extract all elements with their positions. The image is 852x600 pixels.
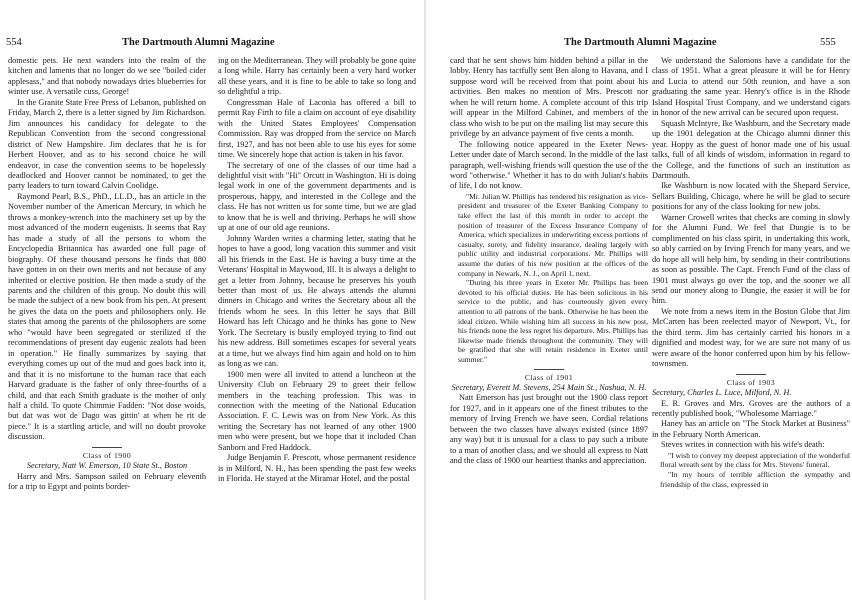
right-page [426,0,852,600]
paragraph: Warner Crowell writes that checks are coming in slowly for the Alumni Fund. We feel that Dungie is to be complimented on his class spirit, in undertaking this work, so ably carried on by Irving French for many years, and we do hope all will help him, by sending in their contributions as soon as possible. The Capt. French Fund of the class of 1901 must always go over the top, and the sooner we all send our money along to Dungie, the easier it will be for him. [652,212,850,306]
quoted-paragraph: "I wish to convey my deepest appreciation of the wonderful floral wreath sent by the class for Mrs. Stevens' funeral. [660,450,850,470]
paragraph: E. R. Groves and Mrs. Groves are the authors of a recently published book, "Wholesome Marriage." [652,398,850,418]
heading-rule [736,374,766,375]
quoted-paragraph: "In my hours of terrible affliction the sympathy and friendship of the class, expressed in [660,469,850,489]
paragraph: Squash McIntyre, Ike Washburn, and the Secretary made up the 1901 delegation at the Chicago alumni dinner this year. Hoppy as the guest of honor made one of his usual talks, full of all kinds of wisdom, information in regard to the College, and the functions of such an institution as Dartmouth. [652,118,850,180]
paragraph: Harry and Mrs. Sampson sailed on February eleventh for a trip to Egypt and points border- [8,471,206,492]
paragraph: Judge Benjamin F. Prescott, whose permanent residence is in Milford, N. H., has been spending the past few weeks in Florida. He stayed at the Miramar Hotel, and the postal [218,453,416,484]
heading-rule [92,447,122,448]
paragraph: card that he sent shows him hidden behind a pillar in the lobby. Henry has tactfully sent Ben along to Havana, and I suppose word will be received from that point about his activities. Ben makes no mention of Mrs. Prescott nor when he will return home. A complete account of this trip will appear in the Milford Cabinet, and members of the class who wish to be put on the mailing list may secure this privilege by an advance payment of five cents a month. [450,56,648,139]
paragraph: We understand the Salomons have a candidate for the class of 1951. What a great pleasure it will be for Henry and Lucia to attend our 50th reunion, and have a son graduating the same year. Henry's office is in the Rhode Island Hospital Trust Company, and we understand cigars in honor of the new arrival can be secured upon request. [652,56,850,118]
paragraph: ing on the Mediterranean. They will probably be gone quite a long while. Harry has certainly been a very hard worker all these years, and it is fine to be able to take so long and so delightful a trip. [218,56,416,97]
paragraph: Congressman Hale of Laconia has offered a bill to permit Ray Firth to file a claim on account of eye disability with the United States Employees' Compensation Commission. Ray was dropped from the service on March first, 1927, and has not been able to use his eyes for some time. We sincerely hope that action is taken in his favor. [218,97,416,160]
paragraph: Natt Emerson has just brought out the 1900 class report for 1927, and in it appears one of the finest tributes to the memory of Irving French we have seen. Cordial relations between the two classes have always existed (since 1897 any way) but it is unusual for a class to pay such a tribute to a man of another class, and we should all express to Natt and the class of 1900 our heartiest thanks and appreciation. [450,393,648,466]
quoted-paragraph: "Mr. Julian W. Phillips has tendered his resignation as vice-president and treasurer of the Exeter Banking Company to take effect the last of this month in order to accept the position of treasurer of the Excess Insurance Company of America, which specializes in underwriting excess portions of casualty, surety, and fidelity insurance, dealing largely with public utility and industrial corporations. Mr. Phillips will assume the duties of his new position at the offices of the company in Newark, N. J., on April 1, next. [458,191,648,278]
secretary-line: Secretary, Everett M. Stevens, 254 Main St., Nashua, N. H. [451,383,647,393]
paragraph: The following notice appeared in the Exeter News-Letter under date of March second. In the middle of the last paragraph, well-wishing friends will question the use of the word "otherwise." Whether it has to do with Julian's habits of life, I do not know. [450,139,648,191]
paragraph: Raymond Pearl, B.S., PhD., LL.D., has an article in the November number of the American Mercury, in which he throws a monkey-wrench into the machinery set up by the most advanced of the modern eugenists. It seems that Ray has made a study of all the persons to whom the Encyclopedia Britannica has awarded one full page of biography. Of these thousand persons he finds that 880 have gotten in on their own merits and not because of any inherited or elective position. He then made a study of the parents and the children of this group. No doubt this will be made the subject of a new book from his pen. At present he gives the data on the poets and philosophers only. He states that among the parents of the philosophers are some who "would have been segregated or sterilized if the recommendations of present day eugenic zealots had been in operation." He finally summarizes by saying that everything comes up out of the mud and goes back into it, and that it is no misfortune to the human race that each Harvard graduate is the father of only three-fourths of a child, and that each Smith graduate is the mother of only half a child. To quote Chimmie Fadden: "Not dose woids, but dat was wot de Dago was gittin' at when he rit de piece." It is a startling article, and will no doubt provoke discussion. [8,191,206,442]
secretary-line: Secretary, Charles L. Luce, Milford, N. H. [652,388,792,398]
page-number: 555 [820,37,836,48]
paragraph: In the Granite State Free Press of Lebanon, published on Friday, March 2, there is a letter signed by Jim Richardson. Jim announces his candidacy for delegate to the Republican Convention from the second congressional district of New Hampshire. Jim declares that he is for Herbert Hoover, and as to his second choice he will endeavor, in case the convention seems to be hopelessly deadlocked and Hoover cannot be nominated, to get the party leaders to turn toward Calvin Coolidge. [8,97,206,191]
running-title: The Dartmouth Alumni Magazine [564,37,717,48]
paragraph: Steves writes in connection with his wife's death: [661,440,825,450]
class-heading: Class of 1900 [8,447,206,461]
paragraph: Haney has an article on "The Stock Market at Business" in the February North American. [652,419,850,439]
column-1 [8,56,206,493]
class-heading: Class of 1901 [450,369,648,383]
paragraph: 1900 men were all invited to attend a luncheon at the University Club on February 29 to greet their fellow members in the teaching profession. This was in connection with the meeting of the National Education Association. F. C. Lewis was on from New York. As this writing the Secretary has not learned of any other 1900 men who were present, but we hope that it included Chan Sanborn and Fred Haddock. [218,369,416,452]
secretary-line: Secretary, Natt W. Emerson, 10 State St., Boston [26,461,188,471]
page-number: 554 [6,37,22,48]
column-1 [450,56,648,467]
paragraph: Ike Washburn is now located with the Shepard Service, Sellars Building, Chicago, where he will be glad to secure positions for any of the class looking for new jobs. [652,181,850,212]
paragraph: domestic pets. He next wanders into the realm of the kitchen and laments that no longer do we see "boiled cider applesass," and that nobody nowadays dries blueberries for winter use. A versatile cuss, George! [8,56,206,97]
running-title: The Dartmouth Alumni Magazine [122,37,275,48]
column-2 [218,56,416,485]
class-heading: Class of 1903 [652,374,850,388]
paragraph: We note from a news item in the Boston Globe that Jim McCarten has been reelected mayor of Newport, Vt., for the third term. Jim has certainly carried his honors in a dignified and modest way, for we are sure not many of us were aware of the honor conferred upon him by his fellow-townsmen. [652,306,850,369]
quoted-paragraph: "During his three years in Exeter Mr. Phillips has been devoted to his official duties. He has been solicitous in his service to the public, and has courteously given every attention to all patrons of the bank. Otherwise he has been the ideal citizen. While wishing him all success in his new post, his friends none the less regret his departure. Mrs. Phillips has likewise made friends throughout the community. They will be gratified that she will retain residence in Exeter until summer." [458,278,648,364]
paragraph: Johnny Warden writes a charming letter, stating that he hopes to have a good, long vacation this summer and visit all his friends in the East. He is having a busy time at the Veterans' Hospital in Maywood, Ill. It is always a delight to get a letter from Johnny, because he preserves his youth better than most of us. He always attends the alumni dinners in Chicago and writes the Secretary about all the friends whom he sees. In this letter he says that Bill Howard has left Chicago and he thinks has gone to New York. The Secretary is busily employed trying to find out his new address. Bill sometimes escapes for several years at a time, but we always find him again and hold on to him as long as we can. [218,233,416,369]
column-2 [652,56,850,489]
heading-rule [534,369,564,370]
paragraph: The secretary of one of the classes of our time had a delightful visit with "Hi" Orcutt in Washington. Hi is doing legal work in one of the government departments and is prosperous, happy, and interested in the College and the class. He has not written us for some time, but we are glad to know that he is well and thriving. Perhaps he will show up at one of our old age reunions. [218,160,416,233]
